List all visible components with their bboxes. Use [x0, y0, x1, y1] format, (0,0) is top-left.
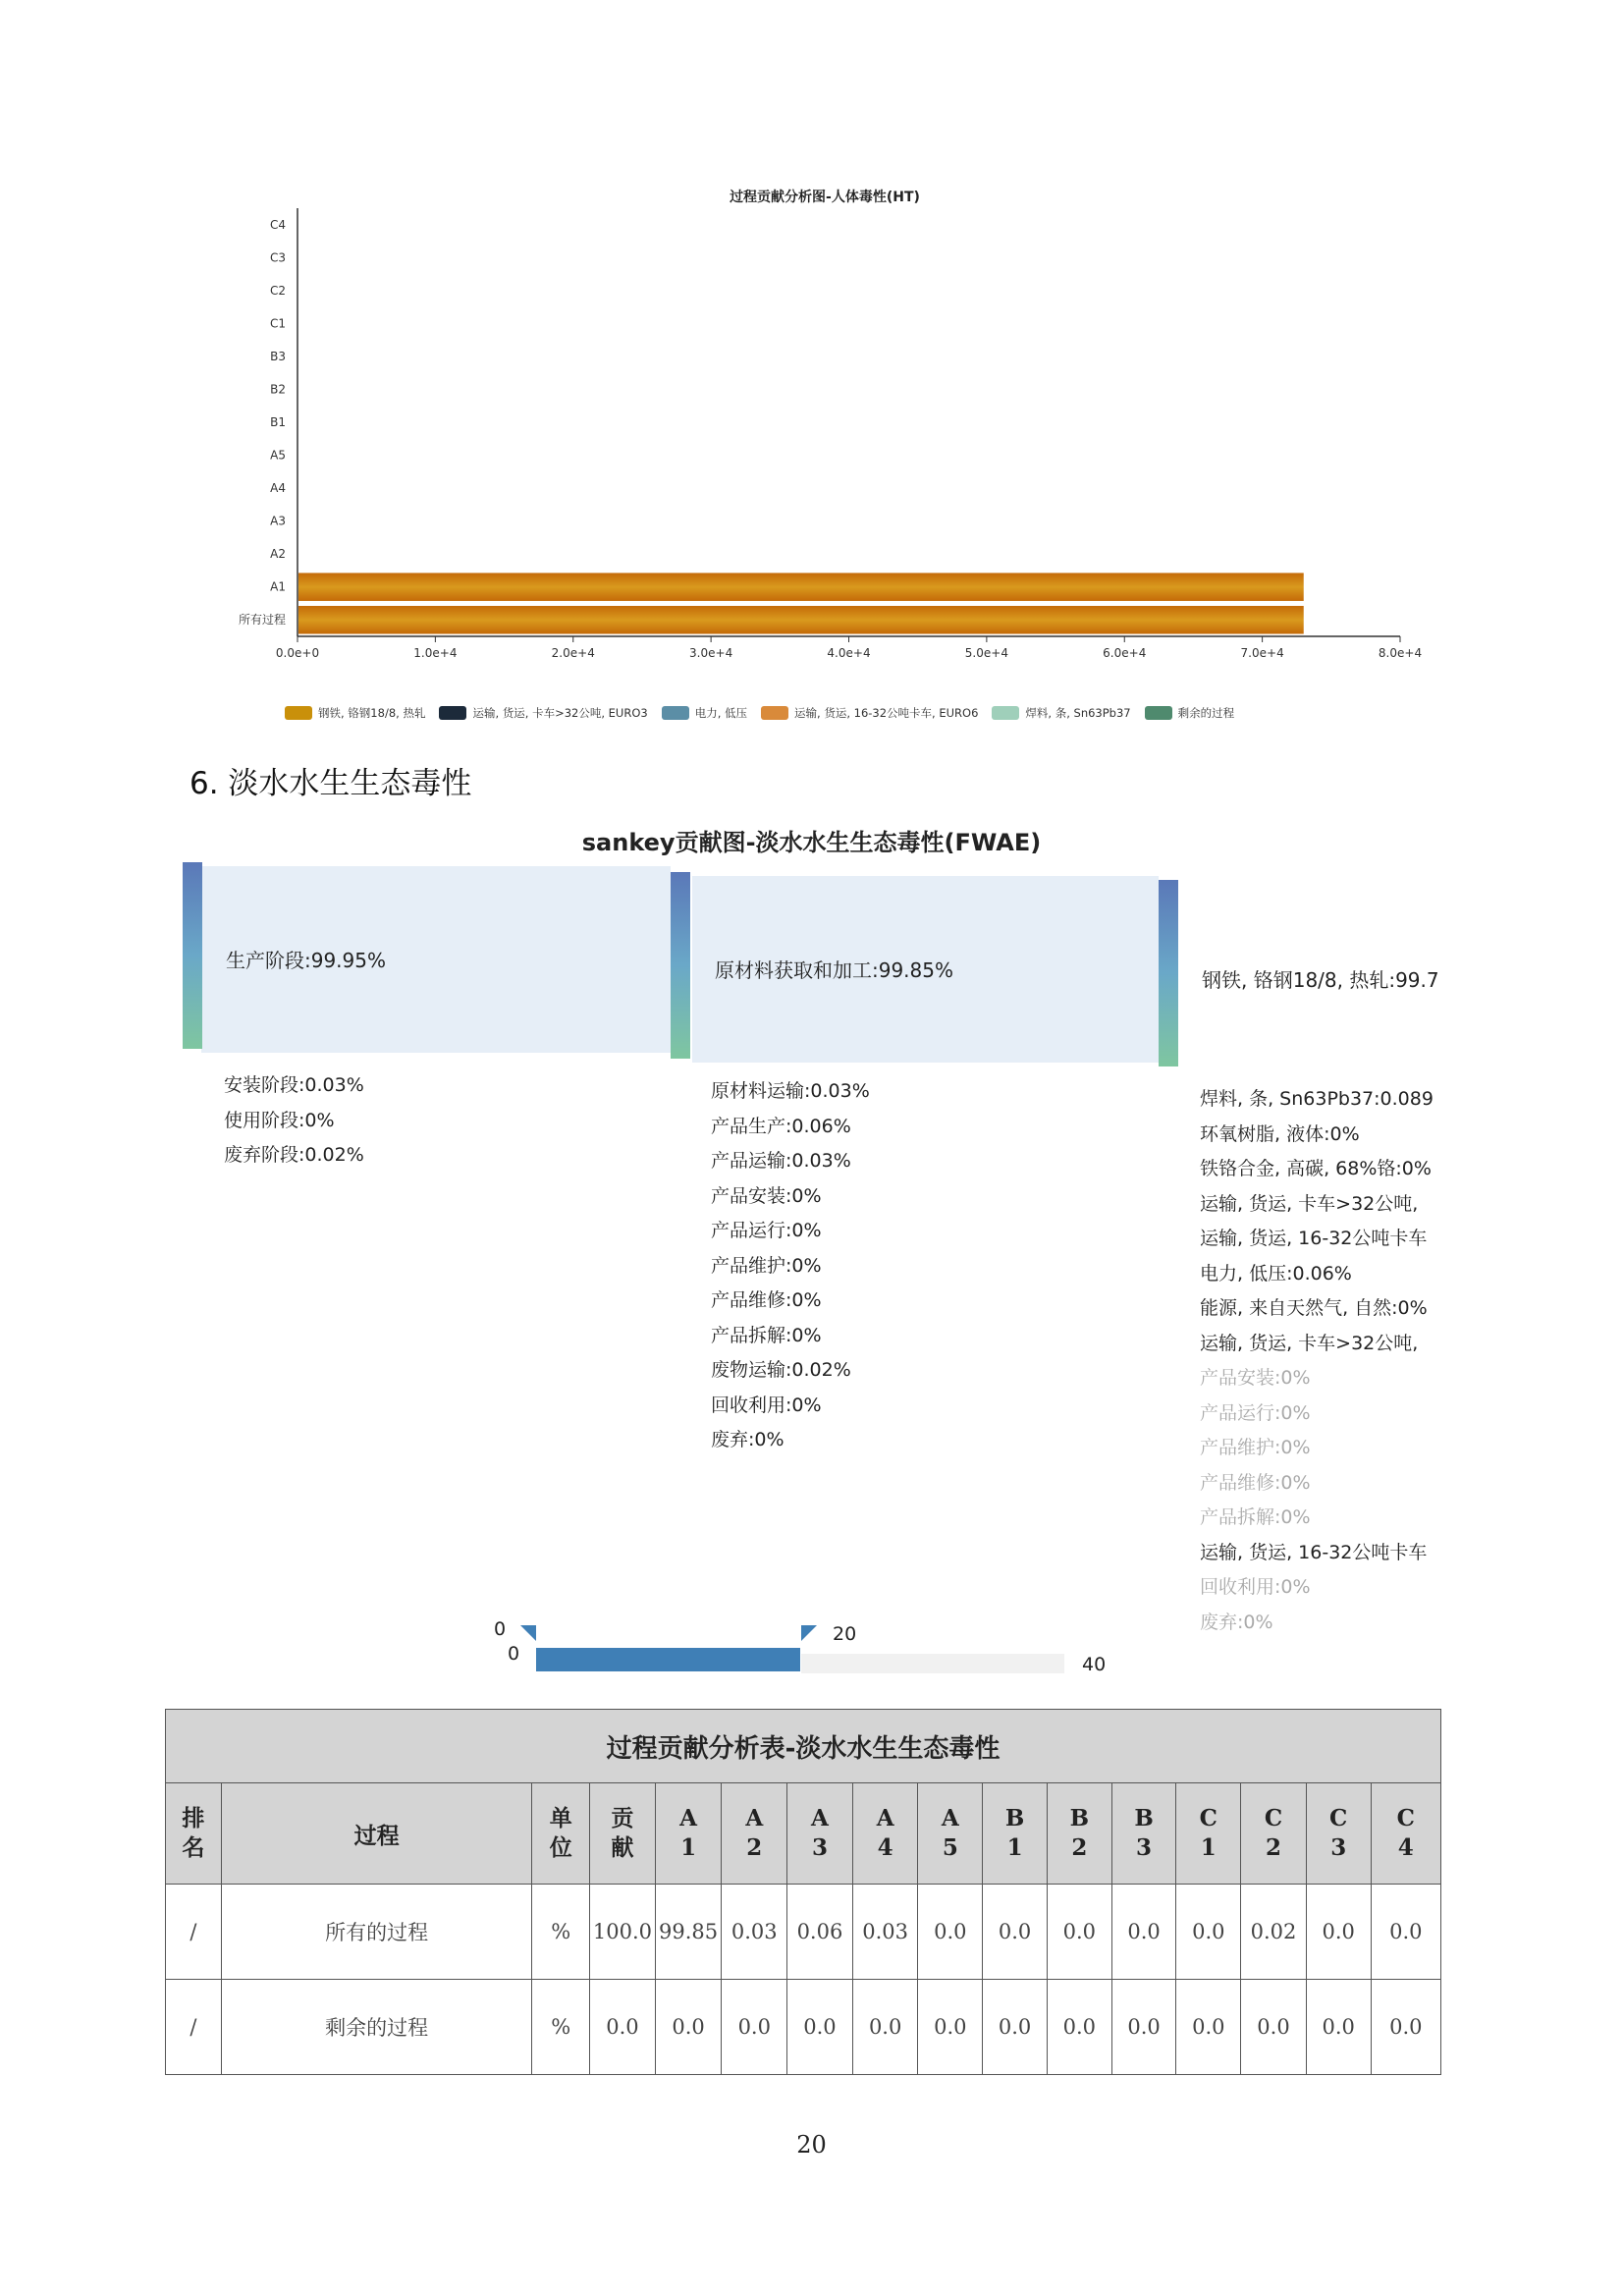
table-cell: 0.03: [722, 1885, 787, 1980]
table-cell: 0.0: [852, 1980, 918, 2075]
table-cell: %: [532, 1980, 590, 2075]
table-cell: 0.0: [918, 1885, 983, 1980]
sankey-node-label: 运输, 货运, 16-32公吨卡车: [1200, 1228, 1428, 1249]
legend-label: 运输, 货运, 卡车>32公吨, EURO3: [472, 706, 648, 720]
table-cell: 0.0: [787, 1980, 853, 2075]
x-tick-label: 1.0e+4: [413, 646, 458, 660]
slider-handle-value: 20: [833, 1623, 857, 1645]
sankey-node-label: 产品维护:0%: [711, 1254, 822, 1277]
table-cell: 所有的过程: [221, 1885, 532, 1980]
table-header-cell: A4: [852, 1783, 918, 1885]
x-tick-label: 6.0e+4: [1103, 646, 1147, 660]
table-caption: 过程贡献分析表-淡水水生生态毒性: [166, 1710, 1441, 1783]
table-cell: 0.0: [918, 1980, 983, 2075]
table-cell: /: [166, 1885, 222, 1980]
y-tick-label: C4: [269, 217, 286, 232]
bar-chart-title: 过程贡献分析图-人体毒性(HT): [730, 190, 920, 205]
sankey-col2-list: [711, 1074, 870, 1458]
sankey-node-label: 废弃:0%: [711, 1429, 784, 1450]
sankey-col3-list: [1200, 1082, 1434, 1640]
table-header-cell: A2: [722, 1783, 787, 1885]
legend-item[interactable]: [992, 705, 1130, 721]
bar-chart-legend: [285, 705, 1384, 721]
table-row: [166, 1980, 1441, 2075]
sankey-node-label: 电力, 低压:0.06%: [1200, 1262, 1352, 1285]
table-cell: 0.0: [655, 1980, 722, 2075]
y-tick-label: B1: [270, 415, 286, 429]
sankey-node-label: 产品运输:0.03%: [711, 1150, 851, 1172]
sankey-node-label: 铁铬合金, 高碳, 68%铬:0%: [1200, 1158, 1432, 1179]
slider-min-top: 0: [494, 1618, 507, 1640]
y-tick-label: B3: [270, 349, 286, 363]
sankey-node-col2: [671, 872, 690, 1059]
sankey-node-label: 废物运输:0.02%: [711, 1359, 851, 1381]
table-cell: 0.0: [1111, 1980, 1176, 2075]
bar-所有过程: [298, 606, 1304, 634]
table-header-cell: B2: [1047, 1783, 1111, 1885]
slider-min-bottom: 0: [508, 1643, 520, 1665]
sankey-node-label: 安装阶段:0.03%: [224, 1074, 364, 1096]
table-cell: 0.0: [1176, 1885, 1241, 1980]
legend-item[interactable]: [439, 705, 647, 721]
table-header-cell: A5: [918, 1783, 983, 1885]
sankey-node-label: 产品维修:0%: [1200, 1471, 1311, 1494]
y-tick-label: B2: [270, 382, 286, 397]
table-row: [166, 1885, 1441, 1980]
x-tick-label: 2.0e+4: [551, 646, 595, 660]
bar-chart: [0, 0, 1623, 727]
y-tick-label: C2: [269, 283, 286, 298]
slider-right-handle[interactable]: [801, 1625, 819, 1643]
legend-label: 运输, 货运, 16-32公吨卡车, EURO6: [794, 706, 979, 720]
x-tick-label: 3.0e+4: [689, 646, 733, 660]
slider-left-handle[interactable]: [520, 1625, 538, 1643]
legend-label: 电力, 低压: [694, 706, 748, 720]
x-tick-label: 4.0e+4: [827, 646, 871, 660]
table-cell: %: [532, 1885, 590, 1980]
contribution-table: [165, 1709, 1441, 2075]
bar-A1: [298, 573, 1304, 601]
sankey-node-label: 能源, 来自天然气, 自然:0%: [1200, 1297, 1428, 1319]
table-header-cell: B3: [1111, 1783, 1176, 1885]
x-tick-label: 8.0e+4: [1378, 646, 1423, 660]
legend-label: 钢铁, 铬钢18/8, 热轧: [318, 706, 426, 720]
slider-max: 40: [1082, 1654, 1107, 1675]
legend-item[interactable]: [285, 705, 425, 721]
sankey-col3-main-label: 钢铁, 铬钢18/8, 热轧:99.7: [1202, 968, 1439, 992]
x-tick-label: 5.0e+4: [964, 646, 1008, 660]
legend-swatch: [439, 706, 466, 720]
legend-label: 剩余的过程: [1177, 706, 1235, 720]
sankey-node-label: 运输, 货运, 卡车>32公吨,: [1200, 1192, 1419, 1215]
slider-track[interactable]: [801, 1654, 1064, 1673]
table-header-cell: B1: [983, 1783, 1048, 1885]
table-cell: 0.0: [1047, 1980, 1111, 2075]
section-heading: 6. 淡水水生生态毒性: [189, 766, 472, 801]
table-cell: 0.0: [1371, 1980, 1440, 2075]
table-cell: 0.0: [1176, 1980, 1241, 2075]
sankey-col1-list: [224, 1068, 364, 1174]
legend-swatch: [1145, 706, 1172, 720]
table-header-cell: 贡献: [590, 1783, 656, 1885]
y-tick-label: A2: [270, 547, 286, 562]
table-cell: 0.03: [852, 1885, 918, 1980]
slider-fill[interactable]: [536, 1648, 800, 1671]
y-tick-label: 所有过程: [238, 613, 286, 628]
contribution-table-wrapper: [165, 1709, 1441, 2075]
table-cell: 0.0: [722, 1980, 787, 2075]
table-header-cell: C1: [1176, 1783, 1241, 1885]
sankey-node-label: 产品安装:0%: [1200, 1367, 1311, 1389]
table-header-cell: C4: [1371, 1783, 1440, 1885]
table-cell: /: [166, 1980, 222, 2075]
table-cell: 0.06: [787, 1885, 853, 1980]
table-cell: 0.0: [1111, 1885, 1176, 1980]
table-header-cell: A1: [655, 1783, 722, 1885]
sankey-node-label: 回收利用:0%: [1200, 1576, 1311, 1598]
sankey-node-label: 环氧树脂, 液体:0%: [1200, 1122, 1360, 1145]
sankey-node-label: 运输, 货运, 卡车>32公吨,: [1200, 1332, 1419, 1354]
table-cell: 0.02: [1241, 1885, 1307, 1980]
table-cell: 0.0: [1047, 1885, 1111, 1980]
sankey-node-col3: [1159, 880, 1178, 1066]
y-tick-label: A5: [270, 448, 286, 463]
sankey-node-label: 废弃:0%: [1200, 1611, 1273, 1633]
x-tick-label: 7.0e+4: [1240, 646, 1284, 660]
sankey-col2-main-label: 原材料获取和加工:99.85%: [715, 958, 953, 982]
table-cell: 0.0: [1306, 1980, 1371, 2075]
table-header-cell: A3: [787, 1783, 853, 1885]
sankey-col1-main-label: 生产阶段:99.95%: [226, 949, 386, 972]
table-header-cell: C2: [1241, 1783, 1307, 1885]
y-tick-label: A4: [270, 481, 286, 496]
sankey-node-label: 焊料, 条, Sn63Pb37:0.089: [1200, 1088, 1434, 1110]
table-header-cell: 过程: [221, 1783, 532, 1885]
legend-item[interactable]: [761, 705, 978, 721]
table-cell: 99.85: [655, 1885, 722, 1980]
table-cell: 剩余的过程: [221, 1980, 532, 2075]
legend-swatch: [761, 706, 788, 720]
sankey-node-label: 产品拆解:0%: [711, 1324, 822, 1346]
table-cell: 0.0: [983, 1980, 1048, 2075]
page-number: 20: [796, 2131, 827, 2159]
sankey-node-label: 原材料运输:0.03%: [711, 1080, 870, 1102]
sankey-node-label: 产品拆解:0%: [1200, 1506, 1311, 1528]
legend-swatch: [285, 706, 312, 720]
legend-swatch: [662, 706, 689, 720]
table-header-cell: 单位: [532, 1783, 590, 1885]
legend-item[interactable]: [1145, 705, 1235, 721]
sankey-node-label: 产品安装:0%: [711, 1184, 822, 1207]
legend-swatch: [992, 706, 1019, 720]
sankey-node-label: 产品运行:0%: [711, 1220, 822, 1241]
table-cell: 0.0: [590, 1980, 656, 2075]
table-header-cell: C3: [1306, 1783, 1371, 1885]
table-cell: 100.0: [590, 1885, 656, 1980]
sankey-node-label: 废弃阶段:0.02%: [224, 1144, 364, 1166]
table-cell: 0.0: [1306, 1885, 1371, 1980]
table-cell: 0.0: [1241, 1980, 1307, 2075]
sankey-node-label: 回收利用:0%: [711, 1394, 822, 1416]
y-tick-label: A3: [270, 514, 286, 528]
sankey-node-label: 产品生产:0.06%: [711, 1115, 851, 1137]
legend-item[interactable]: [662, 705, 747, 721]
sankey-node-label: 产品运行:0%: [1200, 1401, 1311, 1424]
legend-label: 焊料, 条, Sn63Pb37: [1025, 706, 1131, 720]
y-tick-label: C3: [269, 250, 286, 265]
table-cell: 0.0: [1371, 1885, 1440, 1980]
sankey-node-label: 运输, 货运, 16-32公吨卡车: [1200, 1541, 1428, 1563]
y-tick-label: C1: [269, 316, 286, 331]
sankey-title: sankey贡献图-淡水水生生态毒性(FWAE): [581, 829, 1042, 856]
sankey-node-label: 产品维修:0%: [711, 1289, 822, 1311]
sankey-node-label: 使用阶段:0%: [224, 1109, 335, 1131]
table-cell: 0.0: [983, 1885, 1048, 1980]
sankey-node-label: 产品维护:0%: [1200, 1437, 1311, 1458]
x-tick-label: 0.0e+0: [275, 646, 320, 660]
table-header-cell: 排名: [166, 1783, 222, 1885]
sankey-node-col1: [183, 862, 202, 1049]
y-tick-label: A1: [270, 579, 286, 594]
